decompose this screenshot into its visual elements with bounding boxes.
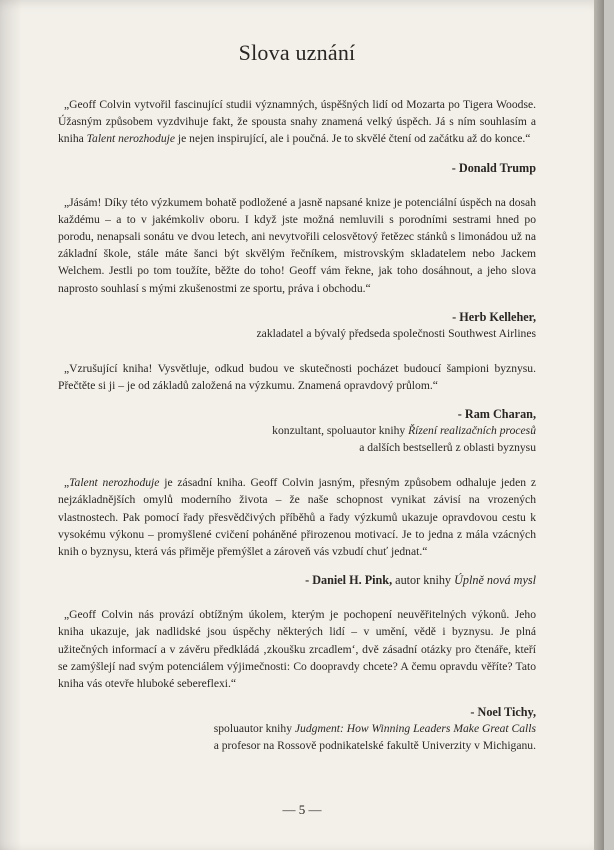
page-edge [594, 0, 604, 850]
endorsement-4 [58, 474, 536, 588]
spine-shadow [0, 0, 22, 850]
role-segment: a profesor na Rossově podnikatelské fakultě Univerzity v Michiganu. [213, 739, 536, 753]
author-role [58, 325, 536, 342]
quote-author: - Noel Tichy, [470, 705, 536, 720]
page-title: Slova uznání [238, 40, 356, 65]
endorsement-2 [58, 194, 536, 342]
book-title: Talent nerozhoduje [69, 476, 160, 490]
quote-author [58, 572, 536, 588]
author-suffix: autor knihy [392, 573, 455, 588]
endorsement-3 [58, 360, 536, 456]
book-title: Řízení realizačních procesů [408, 424, 536, 438]
endorsement-1 [58, 96, 536, 176]
author-role [58, 422, 536, 439]
role-segment: konzultant, spoluautor knihy [272, 424, 409, 438]
quote-segment: „Geoff Colvin nás provází obtížným úkolem, kterým je pochopení neuvěřitelných výkonů. Jeho kniha ukazuje, jak nadlidské jsou úspěchy některých lidí – v umění, vědě i byznysu. Je plná užitečných informací a v závěru předkládá ‚zkoušku zrcadlem‘, dvě zásadní otázky pro čtenáře, kteří se zamýšlejí nad svým potenciálem výjimečnosti: Co doopravdy chcete? A čemu opravdu věříte? Tato kniha vás otevře hluboké sebereflexi.“ [58, 608, 536, 691]
quote-author: - Ram Charan, [457, 407, 536, 422]
author-book: Úplně nová mysl [454, 573, 536, 588]
author-role [58, 439, 536, 456]
quote-text [58, 360, 536, 394]
quote-segment: „Vzrušující kniha! Vysvětluje, odkud budou ve skutečnosti pocházet budoucí šampioni byznysu. Přečtěte si ji – je od základů založená na výzkumu. Znamená opravdový průlom.“ [58, 361, 536, 393]
quote-segment: je zásadní kniha. Geoff Colvin jasným, přesným způsobem odhaluje jeden z nejzákladnějších omylů moderního života – že naše schopnost vynikat závisí na vrozených vlastnostech. Pak pomocí řady přesvědčivých příběhů a řady výzkumů ukazuje opravdovou cestu k vysokému výkonu – promyšlené cvičení poháněné přirozenou motivací. Je to jedna z mála vzácných knih o byznysu, která vás přiměje přemýšlet a zároveň vás vzbudí chuť jednat.“ [58, 476, 536, 559]
role-segment: zakladatel a bývalý předseda společnosti Southwest Airlines [256, 326, 536, 340]
quote-author: - Donald Trump [451, 160, 536, 175]
quote-segment: „Geoff Colvin vytvořil fascinující studii významných, úspěšných lidí od Mozarta po Tigera Woodse. Úžasným způsobem vyzdvihuje fakt, že spousta snahy znamená velký úspěch. Já s ním souhlasím a kniha [58, 98, 536, 146]
endorsement-5 [58, 606, 536, 754]
quote-text [58, 474, 536, 560]
quote-segment: „Jásám! Díky této výzkumem bohatě podložené a jasně napsané knize je potenciální úspěch na dosah každému – a to v jakémkoliv oboru. I když jste možná nemluvili s porodními sestrami hned po porodu, nenapsali sonátu ve dvou letech, ani nevytvořili celosvětový řetězec stánků s limonádou už na základní škole, stále máte šanci být skvělým řečníkem, mistrovským skladatelem nebo Jackem Welchem. Jestli po tom toužíte, běžte do toho! Geoff vám řekne, jak toho dosáhnout, a jeho slova naprosto souhlasí s mými zkušenostmi ze sportu, práva i obchodu.“ [58, 195, 536, 295]
quote-text [58, 194, 536, 297]
quote-text [58, 606, 536, 692]
author-role [58, 720, 536, 737]
page-number: — 5 — [282, 802, 322, 817]
role-segment: spoluautor knihy [213, 722, 295, 736]
author-name: - Daniel H. Pink, [305, 573, 393, 588]
role-segment: a dalších bestsellerů z oblasti byznysu [359, 441, 536, 455]
book-title: Judgment: How Winning Leaders Make Great Calls [294, 722, 536, 736]
quote-segment: „ [64, 476, 70, 490]
quote-segment: je nejen inspirující, ale i poučná. Je to skvělé čtení od začátku až do konce.“ [175, 132, 531, 146]
page-content [58, 40, 536, 772]
author-role [58, 737, 536, 754]
quote-text [58, 96, 536, 148]
book-title: Talent nerozhoduje [86, 132, 176, 146]
quote-author: - Herb Kelleher, [452, 309, 536, 324]
